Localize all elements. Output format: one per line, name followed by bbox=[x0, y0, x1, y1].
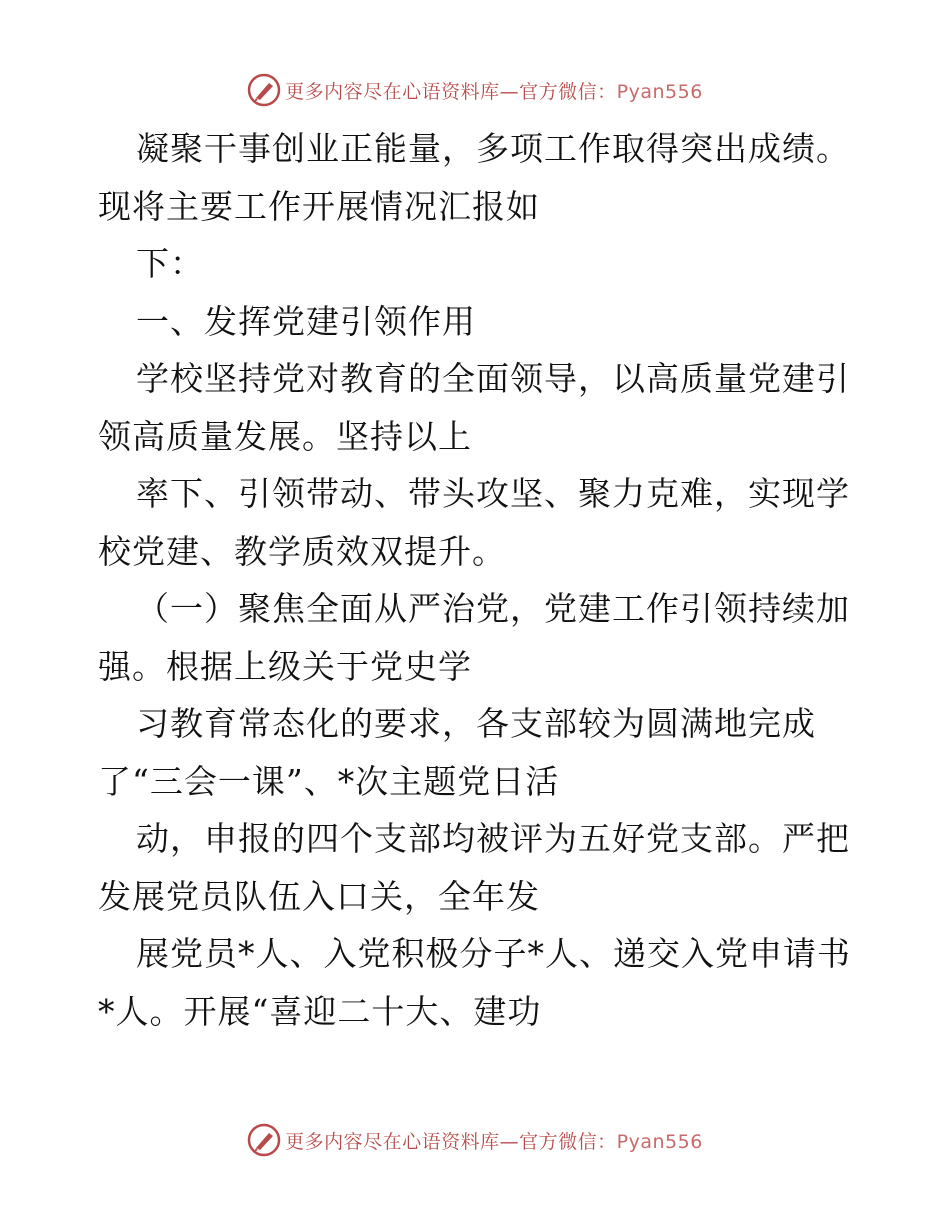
subsection-heading: （一）聚焦全面从严治党，党建工作引领持续加 bbox=[136, 589, 850, 628]
watermark-text: 更多内容尽在心语资料库—官方微信：Pyan556 bbox=[285, 80, 703, 103]
text-line: 发展党员队伍入口关，全年发 bbox=[98, 876, 540, 916]
header-watermark bbox=[0, 70, 950, 110]
footer-watermark bbox=[0, 1120, 950, 1160]
text-line: 率下、引领带动、带头攻坚、聚力克难，实现学 bbox=[136, 474, 850, 513]
text-line: 现将主要工作开展情况汇报如 bbox=[98, 186, 540, 226]
text-line: 领高质量发展。坚持以上 bbox=[98, 416, 472, 456]
text-line: 凝聚干事创业正能量，多项工作取得突出成绩。 bbox=[136, 129, 850, 168]
section-heading: 一、发挥党建引领作用 bbox=[136, 301, 476, 341]
pen-logo-icon bbox=[247, 1123, 281, 1157]
text-line: 强。根据上级关于党史学 bbox=[98, 646, 472, 686]
text-line: 习教育常态化的要求，各支部较为圆满地完成 bbox=[136, 704, 816, 743]
text-line: 下： bbox=[136, 244, 204, 283]
text-line: 动，申报的四个支部均被评为五好党支部。严把 bbox=[136, 819, 850, 858]
text-line: 学校坚持党对教育的全面领导，以高质量党建引 bbox=[136, 359, 850, 398]
document-body bbox=[98, 120, 858, 1040]
pen-logo-icon bbox=[247, 73, 281, 107]
text-line: 展党员*人、入党积极分子*人、递交入党申请书 bbox=[136, 934, 851, 973]
text-line: 了“三会一课”、*次主题党日活 bbox=[98, 761, 560, 801]
watermark-text: 更多内容尽在心语资料库—官方微信：Pyan556 bbox=[285, 1130, 703, 1153]
text-line: *人。开展“喜迎二十大、建功 bbox=[98, 991, 542, 1031]
text-line: 校党建、教学质效双提升。 bbox=[98, 531, 506, 571]
